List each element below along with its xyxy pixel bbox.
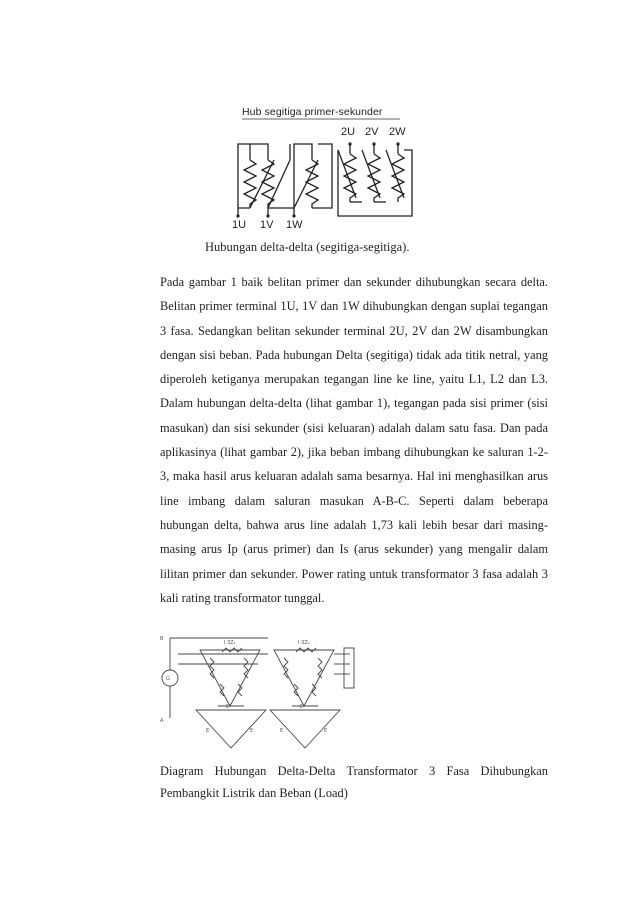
label-2w: 2W (389, 126, 406, 138)
figure2-caption-line1: Diagram Hubungan Delta-Delta Transformator 3 Fasa Dihubungkan (160, 764, 548, 778)
svg-text:E: E (300, 704, 304, 710)
label-1w: 1W (286, 219, 303, 231)
label-2v: 2V (365, 126, 379, 138)
svg-text:B: B (160, 636, 164, 642)
figure2-caption (160, 760, 548, 804)
svg-text:I·3Z₁: I·3Z₁ (224, 640, 236, 646)
svg-text:E: E (206, 728, 210, 734)
figure1-title: Hub segitiga primer-sekunder (242, 106, 383, 118)
svg-text:E: E (226, 704, 230, 710)
svg-text:E: E (280, 728, 284, 734)
figure-delta-delta-generator-load (158, 628, 358, 750)
figure1-caption: Hubungan delta-delta (segitiga-segitiga). (205, 240, 410, 254)
label-1v: 1V (260, 219, 274, 231)
label-1u: 1U (232, 219, 247, 231)
figure-delta-delta-windings (232, 104, 422, 236)
svg-text:I·3Z₂: I·3Z₂ (298, 640, 310, 646)
winding-diagram (232, 104, 422, 236)
body-paragraph: Pada gambar 1 baik belitan primer dan sekunder dihubungkan secara delta. Belitan primer terminal 1U, 1V dan 1W dihubungkan dengan suplai tegangan 3 fasa. Sedangkan belitan sekunder terminal 2U, 2V dan 2W disambungkan dengan sisi beban. Pada hubungan Delta (segitiga) tidak ada titik netral, yang diperoleh ketiganya merupakan tegangan line ke line, yaitu L1, L2 dan L3. Dalam hubungan delta-delta (lihat gambar 1), tegangan pada sisi primer (sisi masukan) dan sisi sekunder (sisi keluaran) adalah dalam satu fasa. Dan pada aplikasinya (lihat gambar 2), jika beban imbang dihubungkan ke saluran 1-2-3, maka hasil arus keluaran adalah sama besarnya. Hal ini menghasilkan arus line imbang dalam saluran masukan A-B-C. Seperti dalam beberapa hubungan delta, bahwa arus line adalah 1,73 kali lebih besar dari masing-masing arus Ip (arus primer) dan Is (arus sekunder) yang mengalir dalam lilitan primer dan sekunder. Power rating untuk transformator 3 fasa adalah 3 kali rating transformator tunggal. (160, 275, 548, 605)
label-2u: 2U (341, 126, 356, 138)
svg-text:E: E (250, 728, 254, 734)
generator-load-diagram (158, 628, 358, 750)
figure2-caption-line2: Pembangkit Listrik dan Beban (Load) (160, 786, 348, 800)
svg-text:E: E (324, 728, 328, 734)
svg-text:A: A (160, 718, 164, 724)
svg-text:G: G (166, 676, 170, 682)
